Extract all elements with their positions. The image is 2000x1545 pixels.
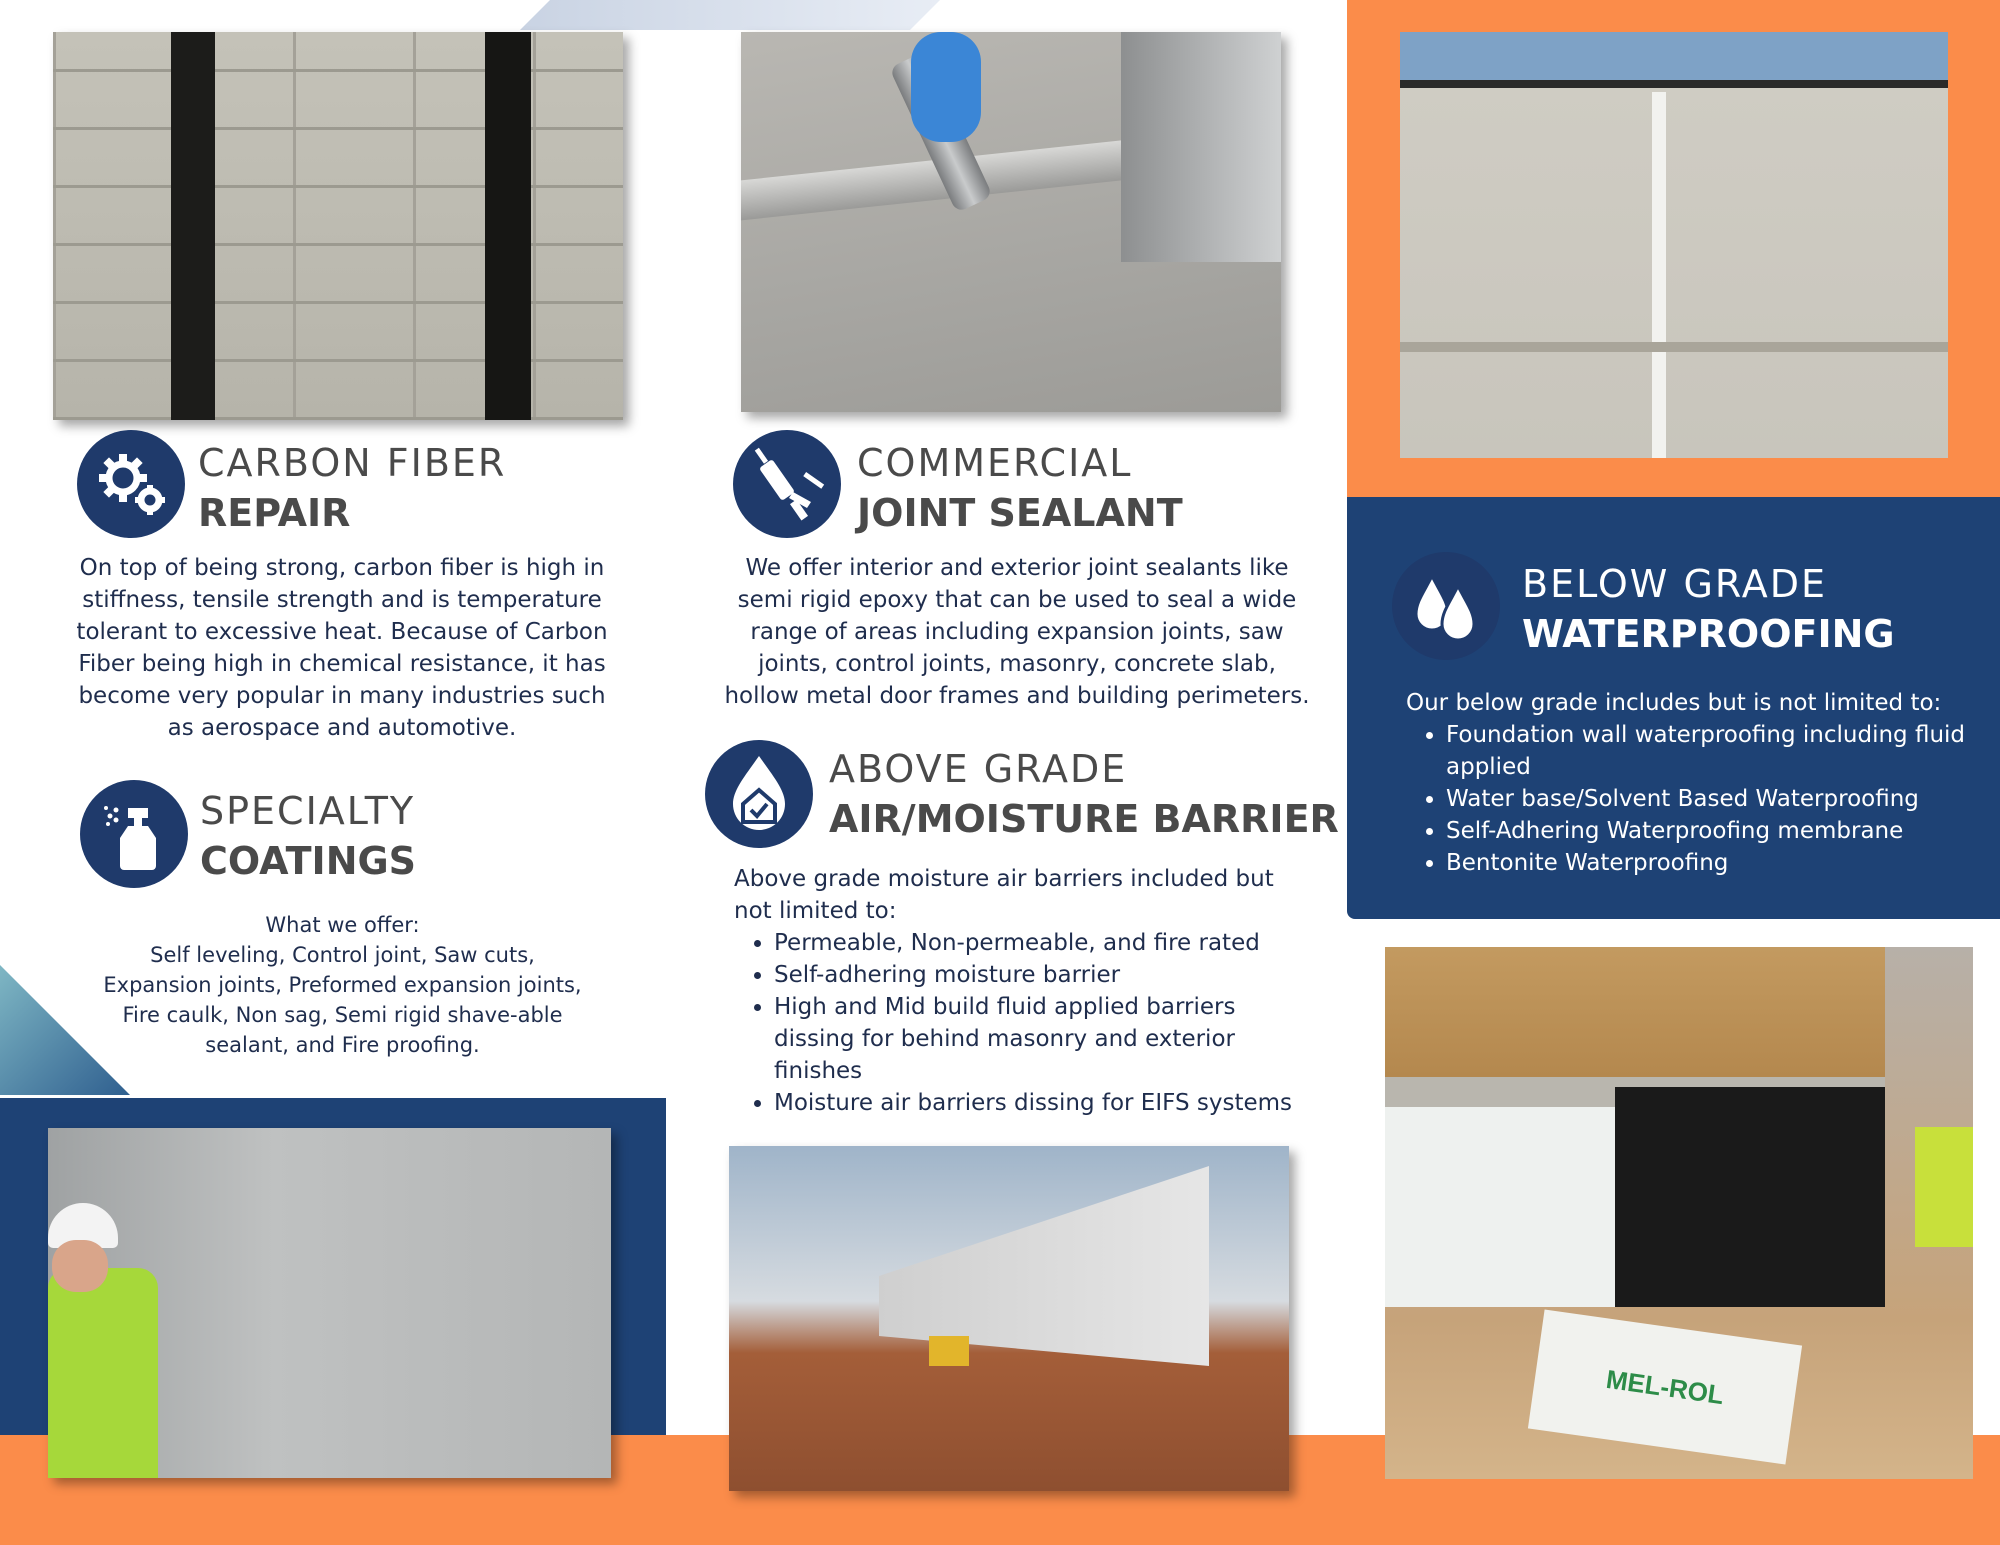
joint-sealant-photo	[741, 32, 1281, 412]
joint-sealant-icon-circle	[733, 430, 841, 538]
caulk-gun-icon	[733, 430, 841, 538]
carbon-fiber-icon-circle	[77, 430, 185, 538]
list-item: • Foundation wall waterproofing including fluid applied	[1446, 719, 1976, 783]
top-diagonal-accent	[520, 0, 940, 30]
mel-rol-sheet	[1528, 1309, 1802, 1464]
above-grade-icon-circle	[705, 740, 813, 848]
black-membrane	[1615, 1087, 1885, 1307]
list-item: • Moisture air barriers dissing for EIFS systems	[774, 1087, 1314, 1119]
carbon-fiber-title-light: CARBON FIBER	[198, 441, 507, 485]
blue-glove	[911, 32, 981, 142]
mel-rol-label: MEL-ROL	[1604, 1363, 1726, 1410]
list-item: • Self-adhering moisture barrier	[774, 959, 1314, 991]
below-grade-heading	[1522, 562, 1895, 656]
specialty-coatings-title-bold: COATINGS	[200, 839, 417, 883]
excavator	[929, 1336, 969, 1366]
below-grade-photo	[1385, 947, 1973, 1479]
worker-vest	[48, 1268, 158, 1478]
above-grade-title-light: ABOVE GRADE	[829, 747, 1128, 791]
below-grade-text	[1406, 687, 1976, 879]
carbon-strip-right	[485, 32, 531, 420]
list-item: • High and Mid build fluid applied barriers dissing for behind masonry and exterior finishes	[774, 991, 1314, 1087]
vertical-joint	[1652, 92, 1666, 458]
house-drop-icon	[705, 740, 813, 848]
specialty-coatings-intro: What we offer:	[265, 913, 420, 937]
below-grade-title-bold: WATERPROOFING	[1522, 612, 1895, 656]
joint-sealant-title-bold: JOINT SEALANT	[857, 491, 1183, 535]
horizontal-ledge	[1400, 342, 1948, 352]
list-item: • Self-Adhering Waterproofing membrane	[1446, 815, 1976, 847]
above-grade-heading	[829, 747, 1339, 841]
above-grade-site-photo	[729, 1146, 1289, 1491]
gears-icon	[77, 430, 185, 538]
list-item: • Water base/Solvent Based Waterproofing	[1446, 783, 1976, 815]
carbon-fiber-photo	[53, 32, 623, 420]
specialty-coatings-icon-circle	[80, 780, 188, 888]
precast-joint-photo	[1400, 32, 1948, 458]
door-frame	[1121, 32, 1281, 262]
below-grade-list	[1406, 719, 1976, 879]
white-membrane	[1385, 1107, 1615, 1307]
joint-sealant-heading	[857, 441, 1183, 535]
worker-vest-right	[1915, 1127, 1973, 1247]
joint-sealant-title-light: COMMERCIAL	[857, 441, 1133, 485]
specialty-coatings-heading	[200, 789, 417, 883]
worker-head	[52, 1240, 108, 1292]
carbon-fiber-title-bold: REPAIR	[198, 491, 351, 535]
specialty-coatings-body: Self leveling, Control joint, Saw cuts, Expansion joints, Preformed expansion joints, Fire caulk, Non sag, Semi rigid shave-able sealant, and Fire proofing.	[103, 943, 582, 1057]
specialty-coatings-text	[100, 910, 585, 1060]
below-grade-intro: Our below grade includes but is not limited to:	[1406, 690, 1942, 716]
carbon-strip-left	[171, 32, 215, 420]
carbon-fiber-heading	[198, 441, 507, 535]
carbon-fiber-body: On top of being strong, carbon fiber is high in stiffness, tensile strength and is temperature tolerant to excessive heat. Because of Carbon Fiber being high in chemical resistance, it has become very popular in many industries such as aerospace and automotive.	[76, 555, 608, 741]
joint-sealant-body: We offer interior and exterior joint sealants like semi rigid epoxy that can be used to seal a wide range of areas including expansion joints, saw joints, control joints, masonry, concrete slab, hollow metal door frames and building perimeters.	[724, 555, 1310, 709]
list-item: • Permeable, Non-permeable, and fire rated	[774, 927, 1314, 959]
above-grade-intro: Above grade moisture air barriers included but not limited to:	[734, 866, 1274, 924]
spray-bottle-icon	[80, 780, 188, 888]
above-grade-title-bold: AIR/MOISTURE BARRIER	[829, 797, 1339, 841]
specialty-coatings-photo	[48, 1128, 611, 1478]
specialty-coatings-title-light: SPECIALTY	[200, 789, 416, 833]
water-drops-icon	[1392, 552, 1500, 660]
plywood-top	[1385, 947, 1885, 1077]
list-item: • Bentonite Waterproofing	[1446, 847, 1976, 879]
below-grade-icon-circle	[1392, 552, 1500, 660]
above-grade-list	[734, 927, 1314, 1119]
below-grade-title-light: BELOW GRADE	[1522, 562, 1828, 606]
above-grade-text	[734, 863, 1314, 1119]
